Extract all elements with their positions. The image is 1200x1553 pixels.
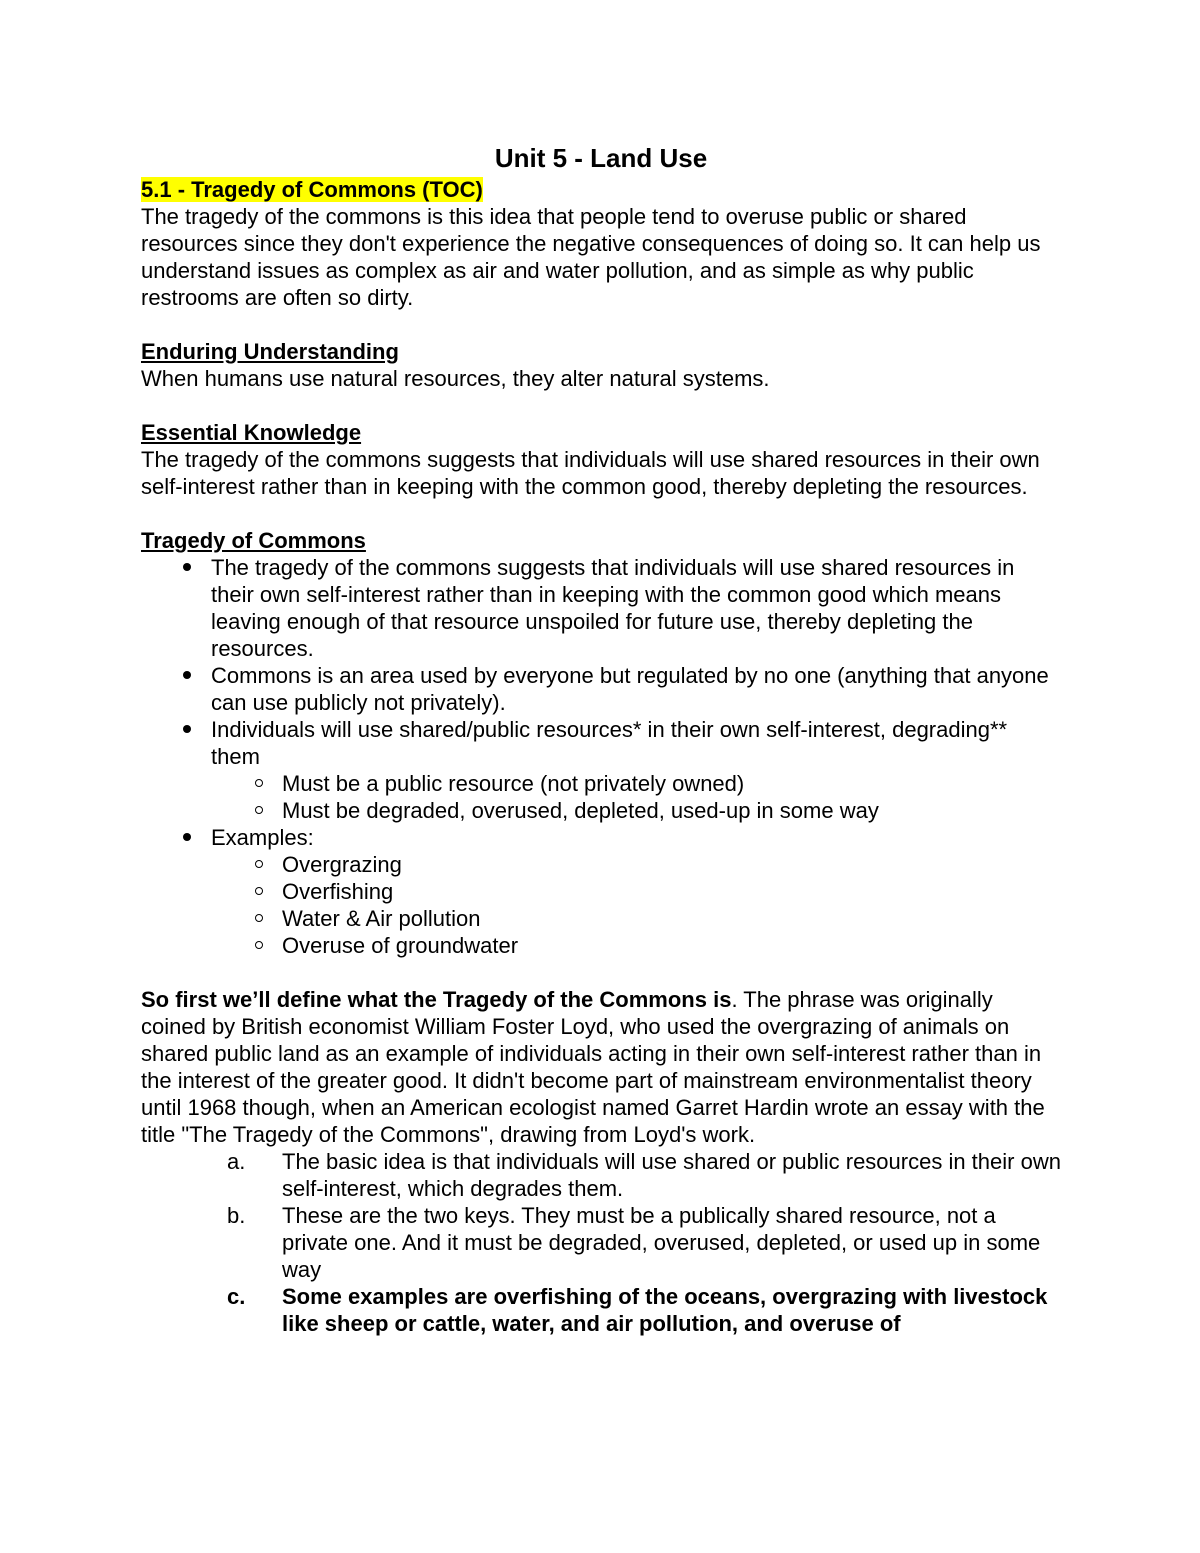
list-item-text: Commons is an area used by everyone but regulated by no one (anything that anyone can use publicly not privately). — [211, 663, 1049, 715]
page-title: Unit 5 - Land Use — [494, 143, 708, 173]
list-item-text: The basic idea is that individuals will use shared or public resources in their own self-interest, which degrades them. — [282, 1149, 1061, 1201]
section-heading-highlight: 5.1 - Tragedy of Commons (TOC) — [141, 177, 483, 202]
sub-list-item — [211, 878, 1061, 905]
sub-list-item — [211, 905, 1061, 932]
list-item — [141, 716, 1061, 824]
hollow-bullet-icon — [251, 770, 271, 797]
hollow-bullet-icon — [251, 932, 271, 959]
bullet-icon — [181, 824, 201, 851]
list-item — [141, 1283, 1061, 1337]
enduring-heading: Enduring Understanding — [141, 339, 399, 364]
list-item — [141, 1202, 1061, 1283]
define-bold-lead: So first we’ll define what the Tragedy of the Commons is — [141, 987, 732, 1012]
spacer — [141, 311, 1061, 338]
list-item-text: These are the two keys. They must be a publically shared resource, not a private one. And it must be degraded, overused, depleted, or used up in some way — [282, 1203, 1041, 1282]
spacer — [141, 500, 1061, 527]
section-heading — [141, 176, 1061, 203]
toc-list — [141, 554, 1061, 959]
toc-heading: Tragedy of Commons — [141, 528, 366, 553]
list-marker: c. — [227, 1284, 246, 1309]
hollow-bullet-icon — [251, 905, 271, 932]
list-item-text: Examples: — [211, 825, 314, 850]
define-text: . The phrase was originally coined by British economist William Foster Loyd, who used the overgrazing of animals on shared public land as an example of individuals acting in their own self-interest rather than in the interest of the greater good. It didn't become part of mainstream environmentalist theory until 1968 though, when an American ecologist named Garret Hardin wrote an essay with the title "The Tragedy of the Commons", drawing from Loyd's work. — [141, 987, 1045, 1147]
define-paragraph — [141, 986, 1061, 1148]
sub-list-item-text: Water & Air pollution — [282, 906, 481, 931]
list-marker: b. — [227, 1203, 246, 1228]
sub-list — [211, 770, 1061, 824]
hollow-bullet-icon — [251, 878, 271, 905]
sub-list-item-text: Overgrazing — [282, 852, 402, 877]
list-item — [141, 554, 1061, 662]
enduring-text: When humans use natural resources, they alter natural systems. — [141, 366, 770, 391]
section-intro: The tragedy of the commons is this idea that people tend to overuse public or shared resources since they don't experience the negative consequences of doing so. It can help us understand issues as complex as air and water pollution, and as simple as why public restrooms are often so dirty. — [141, 204, 1041, 310]
list-item — [141, 824, 1061, 959]
essential-text: The tragedy of the commons suggests that individuals will use shared resources in their own self-interest rather than in keeping with the common good, thereby depleting the resources. — [141, 447, 1040, 499]
bullet-icon — [181, 554, 201, 581]
hollow-bullet-icon — [251, 797, 271, 824]
list-item — [141, 1148, 1061, 1202]
sub-list-item-text: Must be a public resource (not privately owned) — [282, 771, 745, 796]
essential-heading: Essential Knowledge — [141, 420, 362, 445]
list-item-text: Some examples are overfishing of the oceans, overgrazing with livestock like sheep or cattle, water, and air pollution, and overuse of — [282, 1284, 1048, 1336]
sub-list-item-text: Overfishing — [282, 879, 394, 904]
sub-list-item — [211, 797, 1061, 824]
hollow-bullet-icon — [251, 851, 271, 878]
sub-list-item — [211, 932, 1061, 959]
document-content — [141, 142, 1061, 1337]
sub-list-item — [211, 770, 1061, 797]
bullet-icon — [181, 662, 201, 689]
sub-list-item — [211, 851, 1061, 878]
list-item-text: The tragedy of the commons suggests that individuals will use shared resources in their own self-interest rather than in keeping with the common good which means leaving enough of that resource unspoiled for future use, thereby depleting the resources. — [211, 555, 1015, 661]
spacer — [141, 392, 1061, 419]
list-item-text: Individuals will use shared/public resources* in their own self-interest, degrading** them — [211, 717, 1008, 769]
sub-list-item-text: Must be degraded, overused, depleted, used-up in some way — [282, 798, 879, 823]
sub-list — [211, 851, 1061, 959]
bullet-icon — [181, 716, 201, 743]
list-item — [141, 662, 1061, 716]
define-list — [141, 1148, 1061, 1337]
spacer — [141, 959, 1061, 986]
sub-list-item-text: Overuse of groundwater — [282, 933, 519, 958]
list-marker: a. — [227, 1149, 246, 1174]
